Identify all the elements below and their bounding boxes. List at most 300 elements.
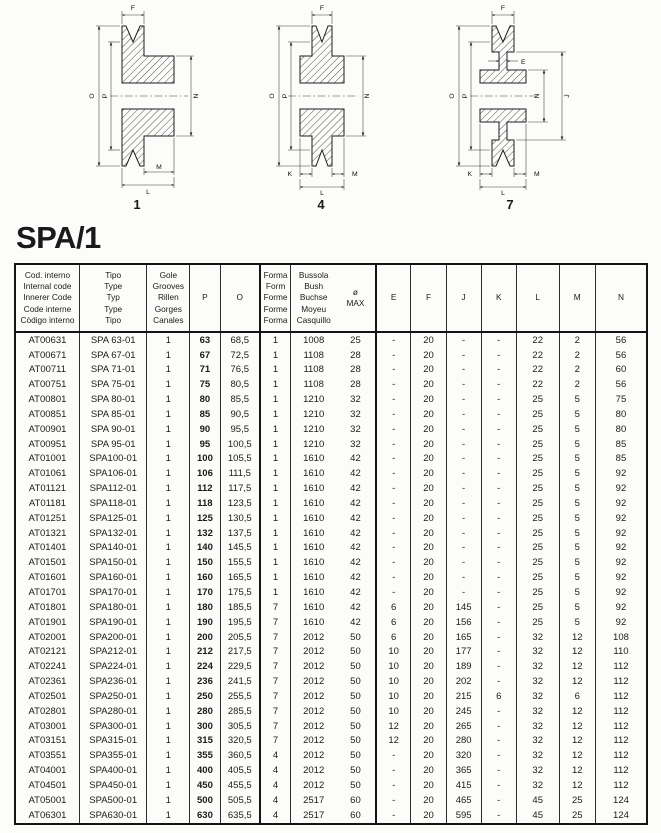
- table-cell: -: [376, 763, 411, 778]
- dim-label-k: K: [287, 171, 292, 178]
- table-cell: AT01701: [15, 585, 79, 600]
- table-cell: 132: [190, 526, 220, 541]
- column-header: Gole Grooves Rillen Gorges Canales: [147, 264, 190, 332]
- table-cell: 2012: [291, 719, 336, 734]
- table-cell: 32: [516, 645, 559, 660]
- table-cell: 165: [446, 630, 481, 645]
- table-cell: 28: [336, 348, 376, 363]
- table-cell: 10: [376, 704, 411, 719]
- table-cell: 25: [516, 422, 559, 437]
- table-cell: SPA 85-01: [79, 407, 147, 422]
- table-cell: 180: [190, 600, 220, 615]
- table-cell: 20: [411, 719, 446, 734]
- table-cell: -: [446, 378, 481, 393]
- table-cell: 50: [336, 719, 376, 734]
- table-cell: 1: [147, 615, 190, 630]
- table-cell: 45: [516, 793, 559, 808]
- table-cell: 25: [516, 496, 559, 511]
- table-cell: 229,5: [220, 660, 260, 675]
- table-cell: 20: [411, 630, 446, 645]
- table-cell: -: [481, 363, 516, 378]
- table-cell: 505,5: [220, 793, 260, 808]
- table-cell: 6: [376, 600, 411, 615]
- table-cell: SPA212-01: [79, 645, 147, 660]
- table-cell: 25: [516, 437, 559, 452]
- table-cell: -: [376, 526, 411, 541]
- table-cell: 595: [446, 808, 481, 824]
- table-cell: 92: [595, 600, 647, 615]
- table-cell: -: [376, 571, 411, 586]
- table-cell: 56: [595, 348, 647, 363]
- table-row: [15, 437, 647, 452]
- table-cell: SPA355-01: [79, 749, 147, 764]
- table-cell: 5: [559, 407, 595, 422]
- table-cell: 450: [190, 778, 220, 793]
- table-cell: -: [376, 585, 411, 600]
- table-cell: 32: [516, 749, 559, 764]
- table-cell: 280: [446, 734, 481, 749]
- table-cell: 1: [260, 467, 291, 482]
- table-cell: 25: [336, 332, 376, 348]
- dim-label-o: O: [269, 93, 276, 99]
- table-cell: 20: [411, 467, 446, 482]
- table-cell: 1108: [291, 378, 336, 393]
- table-cell: -: [446, 452, 481, 467]
- table-cell: -: [481, 660, 516, 675]
- dim-label-n: N: [364, 93, 371, 99]
- dim-label-f: F: [500, 5, 506, 12]
- table-cell: 12: [559, 660, 595, 675]
- table-cell: -: [481, 481, 516, 496]
- table-cell: 92: [595, 467, 647, 482]
- table-cell: 20: [411, 674, 446, 689]
- table-cell: 50: [336, 778, 376, 793]
- table-cell: 92: [595, 556, 647, 571]
- table-cell: 7: [260, 719, 291, 734]
- table-cell: 20: [411, 660, 446, 675]
- table-cell: -: [446, 422, 481, 437]
- table-cell: 1610: [291, 467, 336, 482]
- table-cell: 137,5: [220, 526, 260, 541]
- table-cell: -: [481, 496, 516, 511]
- table-row: [15, 452, 647, 467]
- table-cell: 2012: [291, 630, 336, 645]
- table-cell: 32: [516, 734, 559, 749]
- table-cell: 130,5: [220, 511, 260, 526]
- table-cell: -: [376, 363, 411, 378]
- table-cell: -: [376, 378, 411, 393]
- table-cell: -: [481, 407, 516, 422]
- table-cell: -: [376, 793, 411, 808]
- table-cell: 20: [411, 600, 446, 615]
- table-cell: 1: [147, 467, 190, 482]
- table-cell: -: [481, 600, 516, 615]
- table-cell: -: [446, 481, 481, 496]
- table-cell: 50: [336, 763, 376, 778]
- table-row: [15, 585, 647, 600]
- table-cell: 42: [336, 585, 376, 600]
- table-cell: -: [446, 511, 481, 526]
- table-cell: 20: [411, 481, 446, 496]
- column-header: Cod. interno Internal code Innerer Code Code interne Còdigo interno: [15, 264, 79, 332]
- table-cell: 5: [559, 496, 595, 511]
- table-cell: AT01181: [15, 496, 79, 511]
- table-cell: 1: [260, 585, 291, 600]
- table-cell: 117,5: [220, 481, 260, 496]
- table-cell: AT02121: [15, 645, 79, 660]
- table-cell: 2012: [291, 778, 336, 793]
- table-cell: 1: [260, 407, 291, 422]
- table-cell: 1: [260, 452, 291, 467]
- table-cell: -: [446, 585, 481, 600]
- table-cell: 1: [260, 378, 291, 393]
- table-row: [15, 719, 647, 734]
- table-row: [15, 645, 647, 660]
- table-cell: 32: [516, 778, 559, 793]
- dimension-lines: [276, 11, 366, 190]
- table-cell: -: [376, 467, 411, 482]
- dim-label-n: N: [193, 93, 200, 99]
- table-cell: 42: [336, 600, 376, 615]
- table-cell: 1610: [291, 511, 336, 526]
- table-cell: 42: [336, 615, 376, 630]
- table-cell: 25: [516, 571, 559, 586]
- table-cell: SPA132-01: [79, 526, 147, 541]
- table-cell: AT03151: [15, 734, 79, 749]
- table-cell: 20: [411, 793, 446, 808]
- table-cell: 92: [595, 481, 647, 496]
- table-cell: 1210: [291, 392, 336, 407]
- table-row: [15, 407, 647, 422]
- page-title: SPA/1: [16, 220, 101, 255]
- table-cell: 5: [559, 541, 595, 556]
- table-cell: 32: [336, 407, 376, 422]
- table-cell: -: [481, 452, 516, 467]
- table-cell: AT01121: [15, 481, 79, 496]
- table-cell: 190: [190, 615, 220, 630]
- table-cell: -: [481, 704, 516, 719]
- table-cell: -: [446, 467, 481, 482]
- table-cell: AT01061: [15, 467, 79, 482]
- table-cell: 160: [190, 571, 220, 586]
- table-cell: 1: [147, 541, 190, 556]
- table-cell: 7: [260, 689, 291, 704]
- table-cell: SPA170-01: [79, 585, 147, 600]
- table-cell: 85: [595, 452, 647, 467]
- dim-label-e: E: [521, 59, 526, 66]
- table-cell: 123,5: [220, 496, 260, 511]
- table-cell: 7: [260, 704, 291, 719]
- table-cell: 32: [516, 689, 559, 704]
- table-cell: 1: [260, 363, 291, 378]
- table-cell: 68,5: [220, 332, 260, 348]
- table-cell: 12: [559, 734, 595, 749]
- dim-label-o: O: [449, 93, 456, 99]
- table-cell: 124: [595, 808, 647, 824]
- table-cell: 1: [147, 378, 190, 393]
- table-cell: 20: [411, 511, 446, 526]
- table-cell: SPA140-01: [79, 541, 147, 556]
- table-cell: 45: [516, 808, 559, 824]
- table-cell: 32: [516, 660, 559, 675]
- table-cell: 1: [260, 332, 291, 348]
- table-cell: 5: [559, 556, 595, 571]
- table-row: [15, 808, 647, 824]
- column-header: N: [595, 264, 647, 332]
- table-cell: AT00801: [15, 392, 79, 407]
- table-cell: AT02361: [15, 674, 79, 689]
- table-cell: 7: [260, 734, 291, 749]
- table-cell: 1: [147, 763, 190, 778]
- table-cell: 4: [260, 749, 291, 764]
- table-cell: 124: [595, 793, 647, 808]
- table-cell: 1: [147, 363, 190, 378]
- dim-label-p: P: [462, 93, 469, 99]
- table-cell: 25: [516, 452, 559, 467]
- table-cell: 300: [190, 719, 220, 734]
- table-cell: SPA300-01: [79, 719, 147, 734]
- column-header: E: [376, 264, 411, 332]
- table-cell: 1: [147, 526, 190, 541]
- table-cell: SPA400-01: [79, 763, 147, 778]
- table-cell: 20: [411, 571, 446, 586]
- table-cell: 1: [147, 660, 190, 675]
- table-row: [15, 674, 647, 689]
- table-cell: 32: [516, 674, 559, 689]
- table-cell: 1: [147, 437, 190, 452]
- table-cell: 2012: [291, 763, 336, 778]
- table-cell: 90,5: [220, 407, 260, 422]
- table-cell: -: [481, 615, 516, 630]
- table-cell: AT00671: [15, 348, 79, 363]
- table-cell: 1610: [291, 541, 336, 556]
- dim-label-n: N: [534, 93, 541, 99]
- table-cell: 1210: [291, 437, 336, 452]
- table-cell: -: [481, 526, 516, 541]
- table-cell: -: [376, 332, 411, 348]
- table-cell: 20: [411, 645, 446, 660]
- table-cell: 95: [190, 437, 220, 452]
- table-cell: 100,5: [220, 437, 260, 452]
- table-cell: 4: [260, 778, 291, 793]
- table-cell: 50: [336, 660, 376, 675]
- table-cell: 2: [559, 363, 595, 378]
- table-row: [15, 378, 647, 393]
- technical-drawings-row: [14, 4, 648, 214]
- table-cell: 7: [260, 600, 291, 615]
- table-cell: 2517: [291, 793, 336, 808]
- table-cell: 6: [376, 615, 411, 630]
- table-cell: AT00711: [15, 363, 79, 378]
- table-cell: 1: [147, 585, 190, 600]
- table-cell: AT02001: [15, 630, 79, 645]
- column-header: P: [190, 264, 220, 332]
- table-cell: 1: [147, 778, 190, 793]
- table-cell: -: [481, 793, 516, 808]
- table-cell: SPA190-01: [79, 615, 147, 630]
- table-cell: 72,5: [220, 348, 260, 363]
- table-cell: -: [446, 392, 481, 407]
- table-cell: 1610: [291, 571, 336, 586]
- table-cell: 20: [411, 378, 446, 393]
- table-cell: 189: [446, 660, 481, 675]
- dim-label-l: L: [320, 190, 324, 196]
- dim-label-p: P: [282, 93, 289, 99]
- table-cell: 28: [336, 378, 376, 393]
- table-cell: 1610: [291, 585, 336, 600]
- table-cell: 25: [516, 511, 559, 526]
- table-cell: 1: [147, 808, 190, 824]
- table-cell: 241,5: [220, 674, 260, 689]
- table-cell: SPA150-01: [79, 556, 147, 571]
- table-cell: 80: [595, 407, 647, 422]
- table-cell: SPA125-01: [79, 511, 147, 526]
- table-cell: 2: [559, 348, 595, 363]
- table-cell: 1210: [291, 407, 336, 422]
- table-cell: -: [376, 348, 411, 363]
- table-row: [15, 600, 647, 615]
- table-cell: 60: [336, 808, 376, 824]
- table-cell: -: [446, 526, 481, 541]
- figure-number: 1: [133, 197, 141, 212]
- table-cell: 20: [411, 437, 446, 452]
- table-cell: -: [376, 407, 411, 422]
- table-cell: 1: [147, 704, 190, 719]
- table-cell: 5: [559, 481, 595, 496]
- table-cell: 12: [559, 749, 595, 764]
- table-row: [15, 363, 647, 378]
- table-cell: AT01401: [15, 541, 79, 556]
- table-cell: AT06301: [15, 808, 79, 824]
- table-cell: 140: [190, 541, 220, 556]
- table-cell: 12: [559, 778, 595, 793]
- table-cell: 315: [190, 734, 220, 749]
- figure-number: 4: [317, 197, 325, 212]
- table-cell: AT00631: [15, 332, 79, 348]
- table-cell: 112: [595, 734, 647, 749]
- table-cell: -: [481, 719, 516, 734]
- table-cell: -: [481, 437, 516, 452]
- table-cell: 400: [190, 763, 220, 778]
- table-cell: SPA200-01: [79, 630, 147, 645]
- table-cell: 1: [147, 556, 190, 571]
- table-cell: 67: [190, 348, 220, 363]
- table-cell: 185,5: [220, 600, 260, 615]
- table-cell: 1: [147, 392, 190, 407]
- table-cell: -: [376, 392, 411, 407]
- table-cell: 20: [411, 363, 446, 378]
- table-cell: 92: [595, 615, 647, 630]
- column-header: M: [559, 264, 595, 332]
- table-cell: 112: [595, 719, 647, 734]
- table-cell: 92: [595, 585, 647, 600]
- table-cell: 12: [559, 719, 595, 734]
- pulley-cross-section: [470, 26, 540, 166]
- table-cell: 2012: [291, 689, 336, 704]
- table-cell: SPA280-01: [79, 704, 147, 719]
- table-cell: -: [481, 332, 516, 348]
- table-row: [15, 793, 647, 808]
- column-header: Bussola Bush Buchse Moyeu Casquillo: [291, 264, 336, 332]
- table-row: [15, 496, 647, 511]
- table-cell: 145,5: [220, 541, 260, 556]
- table-cell: 50: [336, 630, 376, 645]
- parts-table-header: [15, 264, 647, 332]
- table-cell: 1: [260, 481, 291, 496]
- table-cell: 245: [446, 704, 481, 719]
- table-cell: -: [376, 496, 411, 511]
- table-cell: 12: [559, 674, 595, 689]
- table-cell: 155,5: [220, 556, 260, 571]
- table-cell: 20: [411, 452, 446, 467]
- table-cell: 405,5: [220, 763, 260, 778]
- drawing-form-1: [52, 4, 222, 212]
- table-cell: 4: [260, 793, 291, 808]
- table-cell: 7: [260, 660, 291, 675]
- column-header: Tipo Type Typ Type Tipo: [79, 264, 147, 332]
- column-header: ø MAX: [336, 264, 376, 332]
- table-cell: 50: [336, 645, 376, 660]
- table-cell: -: [481, 392, 516, 407]
- table-cell: 25: [516, 392, 559, 407]
- table-cell: 175,5: [220, 585, 260, 600]
- table-cell: 1: [147, 332, 190, 348]
- table-cell: 112: [595, 704, 647, 719]
- table-cell: 92: [595, 511, 647, 526]
- table-cell: -: [481, 556, 516, 571]
- table-cell: 365: [446, 763, 481, 778]
- table-cell: 20: [411, 808, 446, 824]
- table-cell: 1: [147, 645, 190, 660]
- table-cell: 1108: [291, 363, 336, 378]
- table-row: [15, 660, 647, 675]
- column-header: Forma Form Forme Forme Forma: [260, 264, 291, 332]
- table-cell: AT03001: [15, 719, 79, 734]
- table-cell: SPA236-01: [79, 674, 147, 689]
- table-cell: 42: [336, 496, 376, 511]
- table-cell: 156: [446, 615, 481, 630]
- table-cell: 6: [376, 630, 411, 645]
- table-cell: 2: [559, 378, 595, 393]
- table-cell: SPA112-01: [79, 481, 147, 496]
- table-cell: -: [446, 407, 481, 422]
- table-cell: 1: [260, 511, 291, 526]
- table-cell: SPA 71-01: [79, 363, 147, 378]
- table-cell: 32: [516, 719, 559, 734]
- table-cell: 465: [446, 793, 481, 808]
- table-cell: -: [481, 749, 516, 764]
- table-cell: 265: [446, 719, 481, 734]
- table-cell: 5: [559, 571, 595, 586]
- table-row: [15, 467, 647, 482]
- table-cell: 25: [516, 481, 559, 496]
- table-cell: -: [376, 452, 411, 467]
- table-row: [15, 615, 647, 630]
- table-cell: SPA106-01: [79, 467, 147, 482]
- table-cell: 6: [559, 689, 595, 704]
- table-cell: 1: [260, 437, 291, 452]
- table-cell: 95,5: [220, 422, 260, 437]
- table-cell: SPA224-01: [79, 660, 147, 675]
- table-cell: 2012: [291, 645, 336, 660]
- table-cell: 1610: [291, 452, 336, 467]
- table-cell: 1610: [291, 600, 336, 615]
- table-cell: 42: [336, 556, 376, 571]
- table-cell: 7: [260, 674, 291, 689]
- table-cell: 112: [595, 689, 647, 704]
- table-cell: 20: [411, 392, 446, 407]
- table-cell: AT01901: [15, 615, 79, 630]
